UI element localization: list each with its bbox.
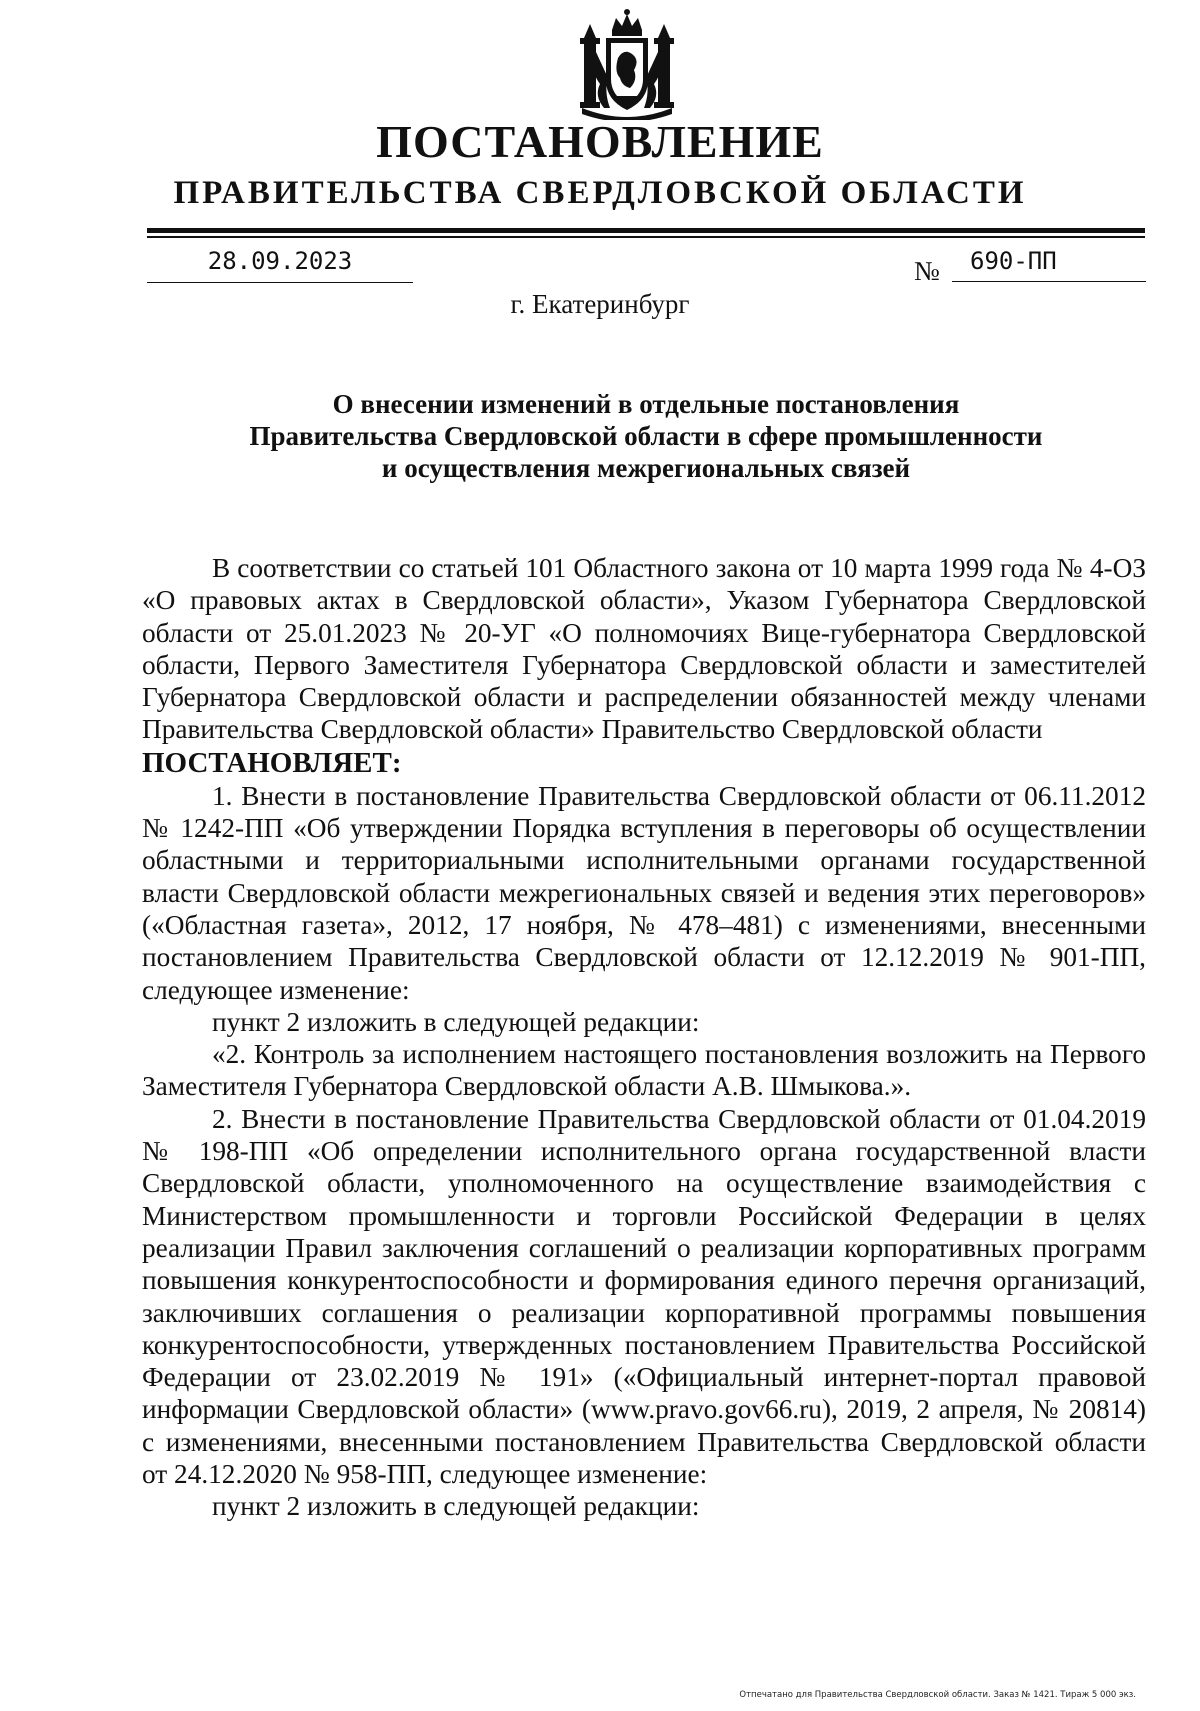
issue-city: г. Екатеринбург	[510, 289, 690, 319]
body-paragraph: пункт 2 изложить в следующей редакции:	[212, 1006, 700, 1037]
body-paragraph: «2. Контроль за исполнением настоящего постановления возложить на Первого Заместителя Губернатора Свердловской области А.В. Шмыкова.».	[142, 1039, 1146, 1102]
body-paragraph: пункт 2 изложить в следующей редакции:	[212, 1491, 700, 1522]
document-body	[142, 552, 1146, 1523]
body-paragraph: 2. Внести в постановление Правительства Свердловской области от 01.04.2019 № 198-ПП «Об определении исполнительного органа государственной власти Свердловской области, уполномоченного на осуществление взаимодействия с Министерством промышленности и торговли Российской Федерации в целях реализации Правил заключения соглашений о реализации корпоративных программ повышения конкурентоспособности и формирования единого перечня организаций, заключивших соглашения о реализации корпоративной программы повышения конкурентоспособности, утвержденных постановлением Правительства Российской Федерации от 23.02.2019 № 191» («Официальный интернет-портал правовой информации Свердловской области» (www.pravo.gov66.ru), 2019, 2 апреля, № 20814) с изменениями, внесенными постановлением Правительства Свердловской области от 24.12.2020 № 958-ПП, следующее изменение:	[142, 1103, 1146, 1490]
header-rule-thin	[147, 236, 1145, 238]
resolve-heading: ПОСТАНОВЛЯЕТ:	[142, 746, 402, 779]
printing-imprint: Отпечатано для Правительства Свердловской области. Заказ № 1421. Тираж 5 000 экз.	[739, 1690, 1136, 1700]
number-sign: №	[914, 256, 940, 286]
coat-of-arms-icon	[578, 8, 676, 120]
title-line: Правительства Свердловской области в сфере промышленности	[249, 421, 1043, 451]
body-paragraph: 1. Внести в постановление Правительства Свердловской области от 06.11.2012 № 1242-ПП «Об утверждении Порядка вступления в переговоры об осуществлении областными и территориальными исполнительными органами государственной власти Свердловской области межрегиональных связей и ведения этих переговоров» («Областная газета», 2012, 17 ноября, № 478–481) с изменениями, внесенными постановлением Правительства Свердловской области от 12.12.2019 № 901-ПП, следующее изменение:	[142, 780, 1146, 1005]
document-type-heading: ПОСТАНОВЛЕНИЕ	[376, 116, 824, 167]
title-line: и осуществления межрегиональных связей	[381, 453, 911, 483]
document-number: 690-ПП	[952, 244, 1146, 282]
issuer-heading: ПРАВИТЕЛЬСТВА СВЕРДЛОВСКОЙ ОБЛАСТИ	[173, 175, 1027, 211]
preamble-paragraph: В соответствии со статьей 101 Областного закона от 10 марта 1999 года № 4-ОЗ «О правовых актах в Свердловской области», Указом Губернатора Свердловской области от 25.01.2023 № 20-УГ «О полномочиях Вице-губернатора Свердловской области, Первого Заместителя Губернатора Свердловской области и заместителей Губернатора Свердловской области и распределении обязанностей между членами Правительства Свердловской области» Правительство Свердловской области	[142, 553, 1146, 745]
document-date: 28.09.2023	[147, 244, 413, 283]
header-rule-thick	[147, 228, 1145, 233]
document-title	[147, 388, 1145, 484]
title-line: О внесении изменений в отдельные постановления	[332, 389, 960, 419]
